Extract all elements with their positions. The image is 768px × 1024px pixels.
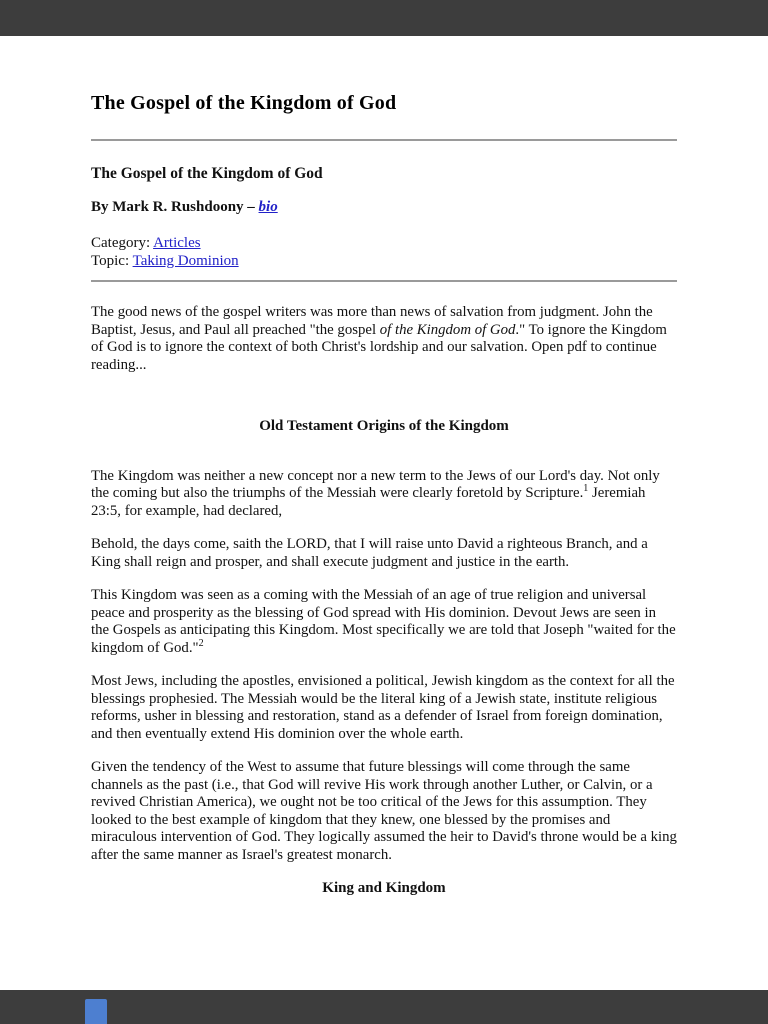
section-heading-king-and-kingdom: King and Kingdom bbox=[322, 880, 446, 896]
topic-line bbox=[91, 252, 677, 270]
page-title: The Gospel of the Kingdom of God bbox=[91, 92, 397, 114]
document-body bbox=[91, 304, 677, 898]
text-segment: ." To ignore the Kingdom of God is to ignore the context of both Christ's lordship and our salvation. Open pdf to continue reading... bbox=[91, 321, 667, 373]
topic-link[interactable]: Taking Dominion bbox=[132, 253, 239, 269]
viewer-top-bar bbox=[0, 0, 768, 36]
footer-blue-element[interactable] bbox=[85, 999, 107, 1024]
text-segment: Given the tendency of the West to assume that future blessings will come through the same channels as the past (i.e., that God will revive His work through another Luther, or Calvin, or a revived Christian America), we ought not be too critical of the Jews for this assumption. They looked to the best example of kingdom that they knew, one blessed by the promises and miraculous intervention of God. They logically assumed the heir to David's throne would be a king after the same manner as Israel's greatest monarch. bbox=[91, 759, 677, 863]
viewer-bottom-bar bbox=[0, 990, 768, 1024]
text-segment: 2 bbox=[198, 637, 204, 649]
paragraph bbox=[91, 536, 677, 571]
text-segment: Jeremiah 23:5, for example, had declared, bbox=[91, 485, 646, 519]
text-segment: of the Kingdom of God bbox=[379, 321, 516, 338]
text-segment: 1 bbox=[583, 483, 589, 495]
text-segment: Most Jews, including the apostles, envisioned a political, Jewish kingdom as the context for all the blessings prophesied. The Messiah would be the literal king of a Jewish state, institute religious reforms, usher in blessing and restoration, stand as a defender of Israel from foreign domination, and then eventually extend His dominion over the whole earth. bbox=[91, 673, 675, 742]
paragraph bbox=[91, 468, 677, 521]
document-subtitle: The Gospel of the Kingdom of God bbox=[91, 165, 323, 182]
paragraph bbox=[91, 587, 677, 657]
category-link[interactable]: Articles bbox=[153, 235, 201, 251]
category-line bbox=[91, 234, 677, 252]
byline-text: By Mark R. Rushdoony – bbox=[91, 199, 259, 215]
bio-link[interactable]: bio bbox=[258, 199, 278, 215]
divider-rule-bottom bbox=[91, 280, 677, 282]
intro-paragraph bbox=[91, 304, 677, 374]
paragraph bbox=[91, 673, 677, 743]
section-heading-old-testament: Old Testament Origins of the Kingdom bbox=[259, 418, 509, 434]
text-segment: This Kingdom was seen as a coming with the Messiah of an age of true religion and universal peace and prosperity as the blessing of God spread with His dominion. Devout Jews are seen in the Gospels as anticipating this Kingdom. Most specifically we are told that Joseph "waited for the kingdom of God." bbox=[91, 587, 676, 656]
divider-rule-top bbox=[91, 139, 677, 141]
section-old-testament-paragraphs bbox=[91, 468, 677, 865]
byline bbox=[91, 199, 677, 216]
text-segment: Behold, the days come, saith the LORD, that I will raise unto David a righteous Branch, and a King shall reign and prosper, and shall execute judgment and justice in the earth. bbox=[91, 536, 648, 570]
document-page bbox=[0, 36, 768, 990]
paragraph bbox=[91, 759, 677, 864]
category-label: Category: bbox=[91, 235, 154, 251]
topic-label: Topic: bbox=[91, 253, 133, 269]
text-segment: The Kingdom was neither a new concept nor a new term to the Jews of our Lord's day. Not only the coming but also the triumphs of the Messiah were clearly foretold by Scripture. bbox=[91, 467, 660, 501]
text-segment: The good news of the gospel writers was more than news of salvation from judgment. John the Baptist, Jesus, and Paul all preached "the gospel bbox=[91, 304, 653, 338]
